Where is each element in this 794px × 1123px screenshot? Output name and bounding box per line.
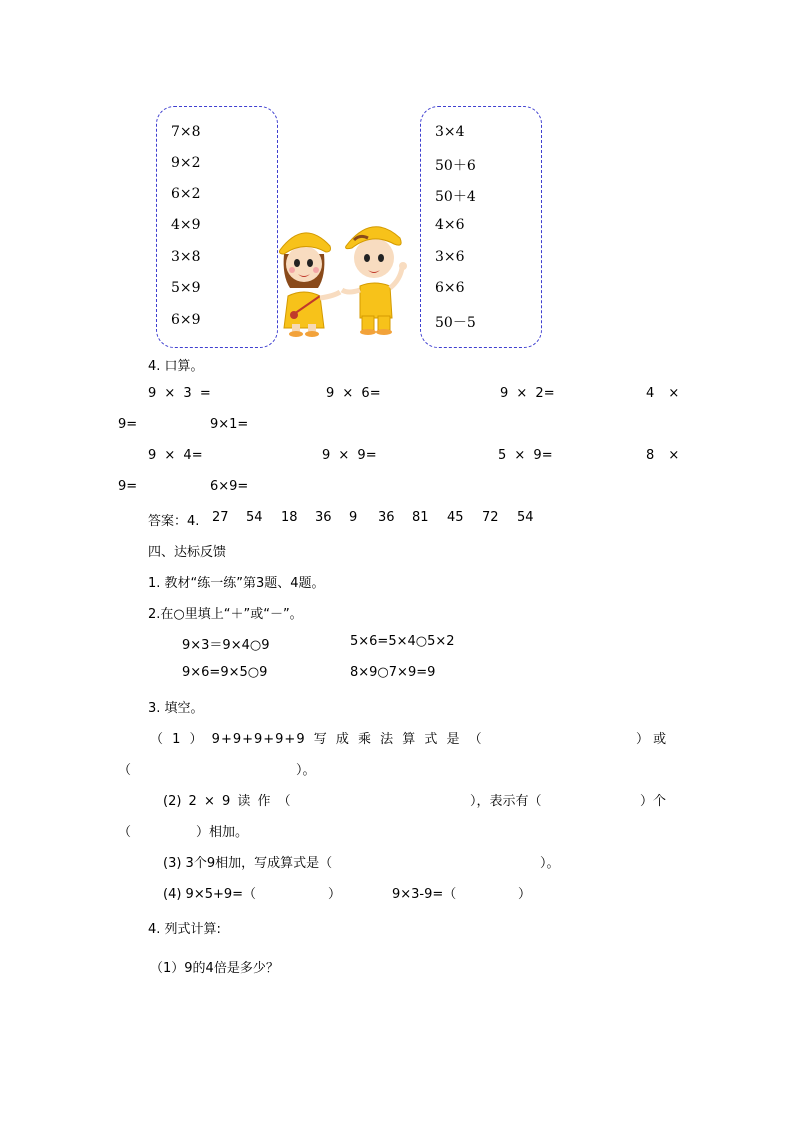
fill-sign-item: 9×3＝9×4○9 (182, 638, 270, 653)
answer-value: 54 (246, 510, 263, 525)
q3-part2-mid: ），表示有（ (470, 794, 542, 809)
answer-value: 36 (378, 510, 395, 525)
right-expression: 3×6 (435, 249, 465, 265)
left-expression: 7×8 (171, 124, 201, 140)
oral-problem: 9 × 9= (322, 448, 377, 463)
answer-value: 54 (517, 510, 534, 525)
answer-value: 72 (482, 510, 499, 525)
q3-part4b-close: ） (518, 887, 532, 902)
q3-part1-line2-open: （ (118, 763, 132, 778)
right-expression: 50－5 (435, 315, 476, 331)
oral-problem: 6×9= (210, 479, 249, 494)
oral-problem: 9 × 2= (500, 386, 555, 401)
oral-problem: 4 × (646, 386, 680, 401)
q3-part4a: (4) 9×5+9=（ (163, 887, 257, 902)
answer-value: 18 (281, 510, 298, 525)
question-1: 1. 教材“练一练”第3题、4题。 (148, 576, 325, 591)
right-expression: 3×4 (435, 124, 465, 140)
answer-value: 45 (447, 510, 464, 525)
right-expression: 50＋6 (435, 158, 476, 174)
answer-label: 答案：4. (148, 514, 200, 529)
q3-part1-text: （ 1 ） 9+9+9+9+9 写 成 乘 法 算 式 是 （ (150, 732, 483, 747)
section-heading: 四、达标反馈 (148, 545, 227, 560)
girl-figure (280, 233, 341, 337)
q3-part1-close: ） 或 (636, 732, 667, 747)
oral-problem-continued: 9= (118, 417, 138, 432)
oral-problem: 9×1= (210, 417, 249, 432)
oral-problem-continued: 9= (118, 479, 138, 494)
q3-part3-text: (3) 3个9相加，写成算式是（ (163, 856, 333, 871)
answer-value: 9 (349, 510, 358, 525)
q3-part1-line2-close: ）。 (296, 763, 316, 778)
right-expression: 50＋4 (435, 189, 476, 205)
oral-problem: 8 × (646, 448, 680, 463)
oral-problem: 5 × 9= (498, 448, 553, 463)
fill-sign-item: 8×9○7×9=9 (350, 665, 436, 680)
oral-problem: 9 × 4= (148, 448, 203, 463)
left-expression: 3×8 (171, 249, 201, 265)
question-2-heading: 2.在○里填上“＋”或“－”。 (148, 607, 303, 622)
right-expression: 4×6 (435, 217, 465, 233)
fill-sign-item: 5×6=5×4○5×2 (350, 634, 455, 649)
q3-part2-end: ）个 (640, 794, 667, 809)
q3-part3-close: ）。 (540, 856, 560, 871)
answer-value: 36 (315, 510, 332, 525)
oral-problem: 9 × 6= (326, 386, 381, 401)
answer-value: 27 (212, 510, 229, 525)
q3-part4a-close: ） (328, 887, 342, 902)
question-4-sub1: （1）9的4倍是多少？ (150, 961, 279, 976)
answer-value: 81 (412, 510, 429, 525)
oral-heading: 4. 口算。 (148, 359, 204, 374)
question-3-heading: 3. 填空。 (148, 701, 204, 716)
oral-problem: 9 × 3 = (148, 386, 211, 401)
left-expression: 6×9 (171, 312, 201, 328)
q3-part2-text: (2) 2 × 9 读 作 （ (163, 794, 291, 809)
left-expression: 5×9 (171, 280, 201, 296)
q3-part4b: 9×3-9=（ (392, 887, 457, 902)
cartoon-children-illustration (274, 218, 416, 338)
fill-sign-item: 9×6=9×5○9 (182, 665, 268, 680)
question-4-heading: 4. 列式计算: (148, 922, 221, 937)
left-expression: 4×9 (171, 217, 201, 233)
q3-part2-line2-close: ）相加。 (196, 825, 249, 840)
right-expression: 6×6 (435, 280, 465, 296)
left-expression: 6×2 (171, 186, 201, 202)
left-expression: 9×2 (171, 155, 201, 171)
q3-part2-line2-open: （ (118, 825, 132, 840)
boy-figure (342, 227, 407, 335)
